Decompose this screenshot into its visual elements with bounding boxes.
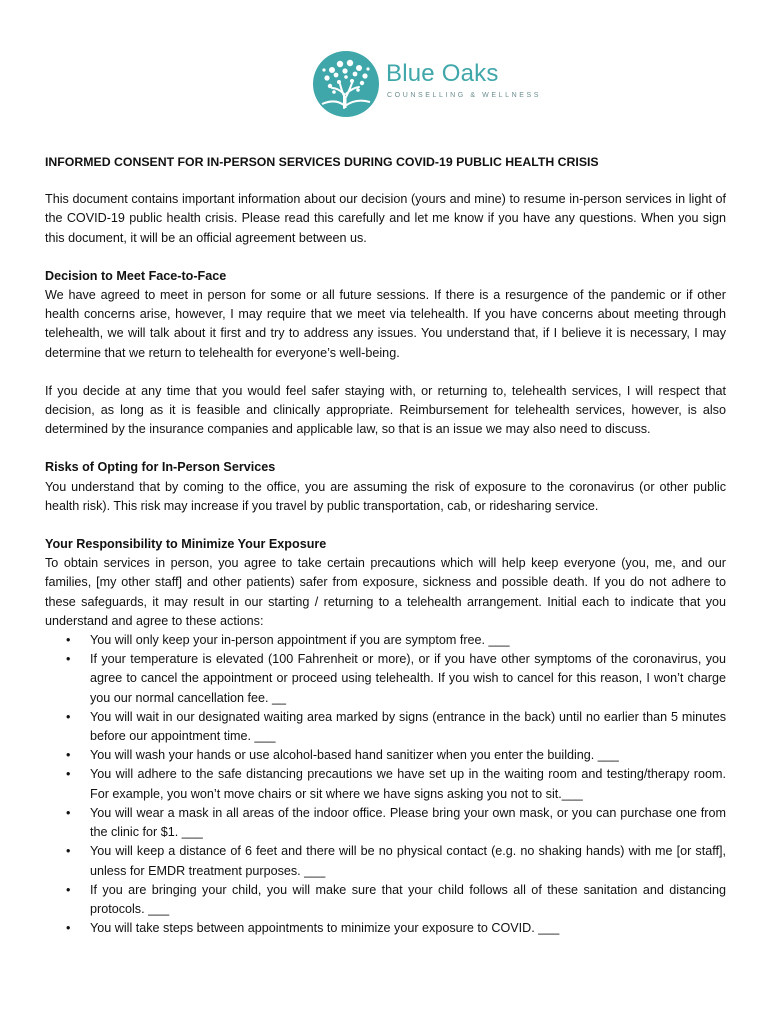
bullet-icon: • [66,921,71,936]
list-item-text: You will only keep your in-person appointment if you are symptom free. ___ [90,633,510,648]
section-heading-decision: Decision to Meet Face-to-Face [45,268,227,283]
document-body [45,153,726,938]
bullet-icon: • [66,882,71,897]
list-item [45,746,726,765]
section-paragraph: If you decide at any time that you would feel safer staying with, or returning to, telehealth services, I will respect that decision, as long as it is feasible and clinically appropriate. Reimbursement for telehealth services, however, is also determined by the insurance companies and applicable law, so that is an issue we may also need to discuss. [45,383,726,437]
list-item [45,650,726,708]
bullet-icon: • [66,844,71,859]
blue-oaks-logo [312,50,542,118]
brand-name: Blue Oaks [386,60,499,87]
section-paragraph: You understand that by coming to the office, you are assuming the risk of exposure to the coronavirus (or other public health risk). This risk may increase if you travel by public transportation, cab, or ridesharing service. [45,479,726,513]
bullet-icon: • [66,805,71,820]
list-item [45,765,726,803]
list-item-text: You will keep a distance of 6 feet and there will be no physical contact (e.g. no shaking hands) with me [or staff], unless for EMDR treatment purposes. ___ [90,844,726,878]
list-item-text: You will adhere to the safe distancing precautions we have set up in the waiting room and testing/therapy room. For example, you won’t move chairs or sit where we have signs asking you not to sit.___ [90,767,726,801]
list-item [45,919,726,938]
bullet-icon: • [66,633,71,648]
list-item-text: If your temperature is elevated (100 Fahrenheit or more), or if you have other symptoms of the coronavirus, you agree to cancel the appointment or proceed using telehealth. If you wish to cancel for this reason, I won’t charge you our normal cancellation fee. __ [90,652,726,705]
list-item [45,631,726,650]
section-paragraph: To obtain services in person, you agree to take certain precautions which will help keep everyone (you, me, and our families, [my other staff] and other patients) safer from exposure, sickness and possible death. If you do not adhere to these safeguards, it may result in our starting / returning to a telehealth arrangement. Initial each to indicate that you understand and agree to these actions: [45,556,726,628]
tree-icon [312,50,380,118]
bullet-icon: • [66,709,71,724]
bullet-icon: • [66,652,71,667]
precautions-list [45,631,726,938]
list-item-text: You will take steps between appointments to minimize your exposure to COVID. ___ [90,921,560,936]
list-item-text: You will wear a mask in all areas of the indoor office. Please bring your own mask, or you can purchase one from the clinic for $1. ___ [90,805,726,840]
bullet-icon: • [66,767,71,782]
intro-paragraph: This document contains important information about our decision (yours and mine) to resume in-person services in light of the COVID-19 public health crisis. Please read this carefully and let me know if you have any questions. When you sign this document, it will be an official agreement between us. [45,192,726,245]
section-heading-responsibility: Your Responsibility to Minimize Your Exposure [45,537,327,552]
list-item [45,708,726,746]
section-paragraph: We have agreed to meet in person for some or all future sessions. If there is a resurgence of the pandemic or if other health concerns arise, however, I may require that we meet via telehealth. If you have concerns about meeting through telehealth, we will talk about it first and try to address any issues. You understand that, if I believe it is necessary, I may determine that we return to telehealth for everyone’s well-being. [45,288,726,360]
list-item-text: You will wait in our designated waiting area marked by signs (entrance in the back) until no earlier than 5 minutes before our appointment time. ___ [90,709,726,744]
list-item [45,804,726,842]
list-item [45,881,726,919]
brand-tagline: COUNSELLING & WELLNESS [387,92,542,99]
list-item-text: You will wash your hands or use alcohol-based hand sanitizer when you enter the building. ___ [90,748,619,763]
list-item [45,842,726,880]
section-heading-risks: Risks of Opting for In-Person Services [45,460,276,475]
bullet-icon: • [66,748,71,763]
list-item-text: If you are bringing your child, you will make sure that your child follows all of these sanitation and distancing protocols. ___ [90,882,726,916]
document-title: INFORMED CONSENT FOR IN-PERSON SERVICES DURING COVID-19 PUBLIC HEALTH CRISIS [45,155,599,169]
